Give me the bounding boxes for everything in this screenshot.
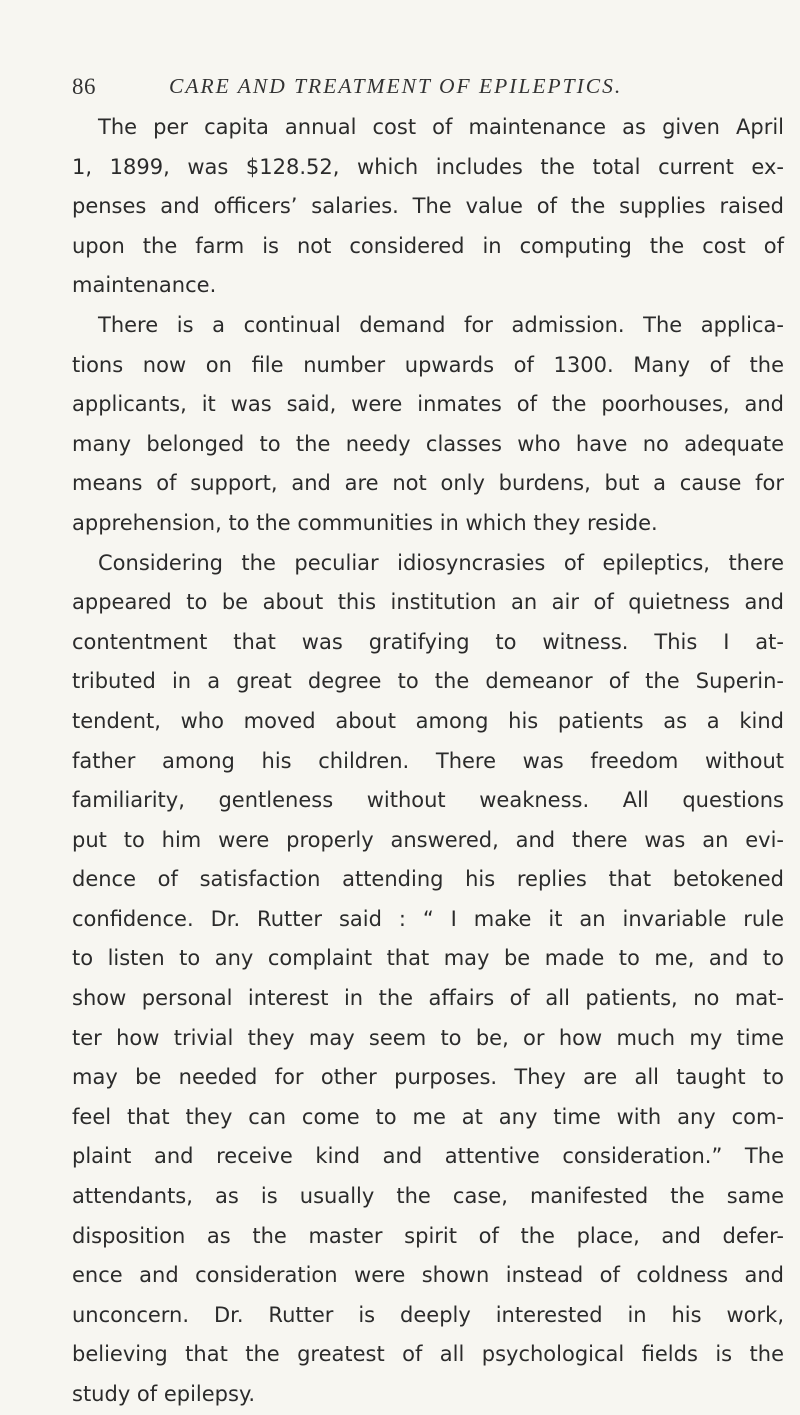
text-line: show personal interest in the affairs of all patients, no mat- (72, 986, 784, 1011)
text-line: means of support, and are not only burdens, but a cause for (72, 471, 784, 496)
paragraph-3 (72, 544, 784, 1415)
page-number: 86 (72, 74, 96, 99)
body-text (72, 108, 784, 1415)
paragraph-1 (72, 108, 784, 306)
text-line: apprehension, to the communities in which they reside. (72, 510, 658, 535)
text-line: Considering the peculiar idiosyncrasies of epileptics, there (98, 550, 784, 575)
text-line: maintenance. (72, 273, 217, 298)
text-line: to listen to any complaint that may be made to me, and to (72, 946, 784, 971)
text-line: confidence. Dr. Rutter said : “ I make it an invariable rule (72, 906, 784, 931)
running-title: CARE AND TREATMENT OF EPILEPTICS. (169, 74, 623, 98)
text-line: 1, 1899, was $128.52, which includes the total current ex- (72, 154, 784, 179)
text-line: father among his children. There was freedom without (72, 748, 784, 773)
text-line: tions now on file number upwards of 1300. Many of the (72, 352, 784, 377)
text-line: put to him were properly answered, and there was an evi- (72, 827, 784, 852)
text-line: The per capita annual cost of maintenance as given April (98, 115, 784, 139)
text-line: appeared to be about this institution an air of quietness and (72, 590, 784, 615)
text-line: dence of satisfaction attending his replies that betokened (72, 867, 784, 892)
text-line: unconcern. Dr. Rutter is deeply interested in his work, (72, 1302, 784, 1327)
text-line: tendent, who moved about among his patients as a kind (72, 708, 784, 733)
text-line: ter how trivial they may seem to be, or how much my time (72, 1025, 784, 1050)
text-line: penses and officers’ salaries. The value of the supplies raised (72, 194, 784, 219)
text-line: attendants, as is usually the case, manifested the same (72, 1184, 784, 1209)
text-line: disposition as the master spirit of the place, and defer- (72, 1223, 784, 1248)
text-line: applicants, it was said, were inmates of the poorhouses, and (72, 392, 784, 417)
text-line: study of epilepsy. (72, 1382, 256, 1406)
text-line: feel that they can come to me at any time with any com- (72, 1104, 784, 1129)
text-line: believing that the greatest of all psychological fields is the (72, 1342, 784, 1367)
text-line: familiarity, gentleness without weakness. All questions (72, 788, 784, 813)
text-line: contentment that was gratifying to witness. This I at- (72, 629, 784, 654)
text-line: many belonged to the needy classes who have no adequate (72, 431, 784, 456)
text-line: upon the farm is not considered in computing the cost of (72, 233, 784, 258)
text-line: may be needed for other purposes. They are all taught to (72, 1065, 784, 1090)
text-line: There is a continual demand for admission. The applica- (98, 312, 784, 337)
text-line: ence and consideration were shown instead of coldness and (72, 1263, 784, 1288)
text-line: plaint and receive kind and attentive consideration.” The (72, 1144, 784, 1169)
text-line: tributed in a great degree to the demeanor of the Superin- (72, 669, 784, 694)
paragraph-2 (72, 306, 784, 544)
